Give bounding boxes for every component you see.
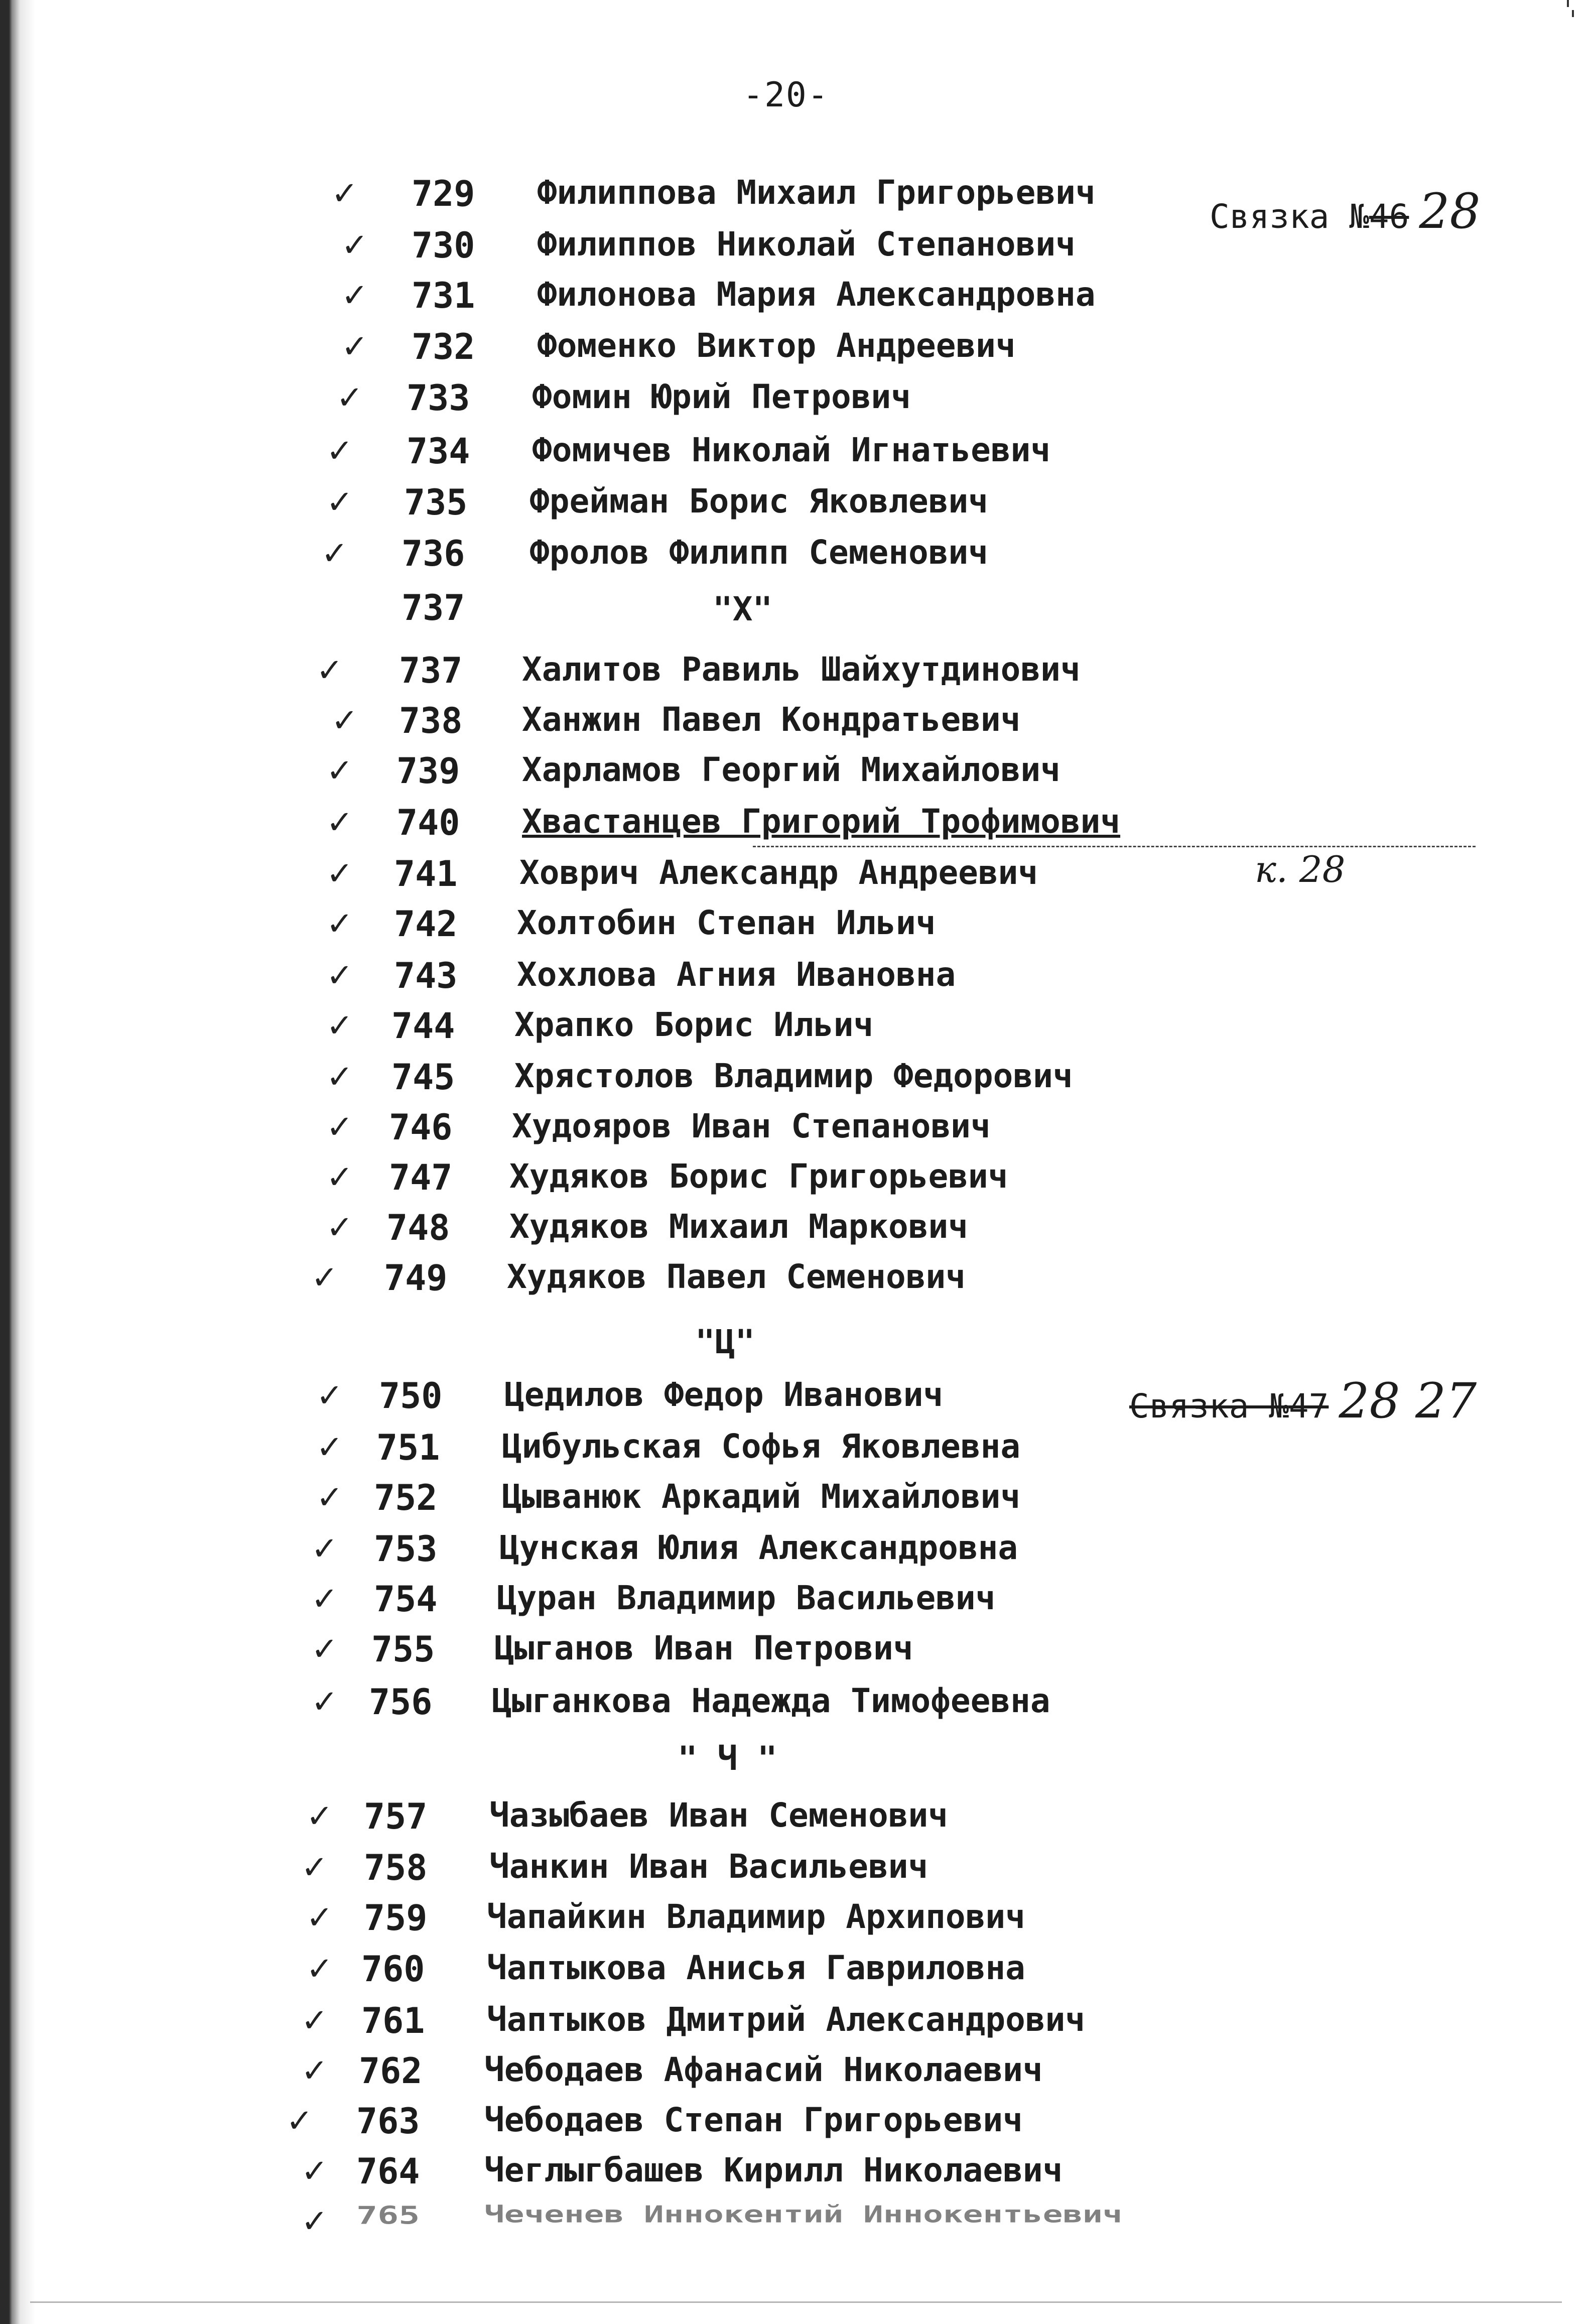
entry-name: Чаптыкова Анисья Гавриловна [487, 1949, 1025, 1987]
checkmark-icon: ✓ [341, 227, 368, 264]
entry-number: 744 [391, 1005, 455, 1047]
checkmark-icon: ✓ [316, 1479, 343, 1516]
entry-number: 745 [391, 1057, 455, 1098]
entry-number: 731 [412, 275, 475, 316]
checkmark-icon: ✓ [326, 484, 353, 521]
entry-name: Чебодаев Афанасий Николаевич [484, 2050, 1043, 2089]
checkmark-icon: ✓ [326, 1209, 353, 1246]
dashed-divider [753, 846, 1476, 849]
checkmark-icon: ✓ [326, 752, 353, 790]
entry-number: 754 [374, 1579, 438, 1620]
checkmark-icon: ✓ [336, 379, 363, 417]
checkmark-icon: ✓ [306, 1899, 333, 1936]
checkmark-icon: ✓ [326, 957, 353, 994]
checkmark-icon: ✓ [316, 1429, 343, 1466]
entry-name: Худяков Михаил Маркович [509, 1207, 968, 1246]
checkmark-icon: ✓ [326, 433, 353, 470]
checkmark-icon: ✓ [316, 1377, 343, 1414]
checkmark-icon: ✓ [286, 2103, 313, 2140]
entry-number: 732 [412, 326, 475, 367]
entry-number: 750 [379, 1375, 443, 1416]
scan-left-edge [0, 0, 35, 2324]
entry-number: 743 [394, 955, 458, 996]
checkmark-icon: ✓ [316, 652, 343, 689]
checkmark-icon: ✓ [341, 277, 368, 314]
entry-number: 765 [356, 2201, 420, 2230]
entry-number: 734 [407, 431, 470, 472]
checkmark-icon: ✓ [311, 1684, 338, 1721]
entry-name: Худояров Иван Степанович [512, 1107, 991, 1145]
checkmark-icon: ✓ [326, 804, 353, 841]
checkmark-icon: ✓ [331, 702, 358, 739]
checkmark-icon: ✓ [301, 1849, 328, 1886]
entry-name: Халитов Равиль Шайхутдинович [522, 650, 1081, 689]
entry-name: Цедилов Федор Иванович [504, 1375, 944, 1414]
entry-name: Холтобин Степан Ильич [517, 903, 936, 942]
bundle-label: Связка № [1129, 1387, 1289, 1426]
entry-number: 752 [374, 1477, 438, 1518]
checkmark-icon: ✓ [326, 906, 353, 943]
entry-name: Ханжин Павел Кондратьевич [522, 700, 1021, 739]
bundle-note-47 [1129, 1373, 1477, 1429]
entry-name: Чанкин Иван Васильевич [489, 1847, 928, 1886]
scan-bottom-edge [30, 2301, 1562, 2303]
bundle-label: Связка № [1210, 197, 1369, 236]
bundle-number-handwritten: 28 27 [1339, 1373, 1477, 1429]
entry-name: Фомин Юрий Петрович [532, 377, 911, 416]
entry-number: 762 [359, 2050, 423, 2092]
entry-name: Цыганкова Надежда Тимофеевна [492, 1682, 1050, 1720]
checkmark-icon: ✓ [326, 1007, 353, 1045]
entry-name: Цунская Юлия Александровна [499, 1528, 1018, 1567]
bundle-number-handwritten: 28 [1419, 183, 1481, 239]
entry-number: 729 [412, 173, 475, 214]
entry-name: Филонова Мария Александровна [537, 275, 1096, 314]
checkmark-icon: ✓ [326, 855, 353, 892]
entry-number: 748 [386, 1207, 450, 1248]
entry-number: 761 [361, 2000, 425, 2041]
entry-number: 758 [364, 1847, 428, 1888]
scan-right-marks [1567, 0, 1577, 30]
entry-name: Чапайкин Владимир Архипович [487, 1897, 1025, 1936]
checkmark-icon: ✓ [311, 1259, 338, 1297]
bundle-number-struck: 46 [1369, 197, 1409, 236]
entry-number: 751 [376, 1427, 440, 1468]
entry-name: Харламов Георгий Михайлович [522, 750, 1060, 789]
entry-number: 741 [394, 853, 458, 894]
checkmark-icon: ✓ [301, 2203, 328, 2240]
entry-number: 740 [396, 802, 460, 843]
checkmark-icon: ✓ [311, 1581, 338, 1618]
entry-name: Фомичев Николай Игнатьевич [532, 431, 1051, 469]
entry-number: 760 [361, 1949, 425, 1990]
entry-name: Филиппов Николай Степанович [537, 225, 1076, 264]
entry-number: 730 [412, 225, 475, 266]
entry-number: 749 [384, 1257, 448, 1299]
entry-number: 742 [394, 903, 458, 945]
bundle-note-46 [1210, 183, 1481, 239]
checkmark-icon: ✓ [326, 1159, 353, 1196]
entry-number: 763 [356, 2101, 420, 2142]
entry-number: 736 [402, 533, 465, 574]
entry-name: Цыганов Иван Петрович [494, 1629, 913, 1667]
entry-number: 737 [399, 650, 463, 691]
checkmark-icon: ✓ [321, 535, 348, 572]
entry-name: Цибульская Софья Яковлевна [502, 1427, 1021, 1466]
entry-name: Хохлова Агния Ивановна [517, 955, 956, 994]
entry-name: Фролов Филипп Семенович [529, 533, 988, 572]
entry-name: Храпко Борис Ильич [514, 1005, 874, 1044]
checkmark-icon: ✓ [301, 2052, 328, 2090]
entry-name: Чаптыков Дмитрий Александрович [487, 2000, 1086, 2039]
section-heading-ts: "Ц" [695, 1323, 755, 1361]
entry-name: Чебодаев Степан Григорьевич [484, 2101, 1023, 2139]
entry-name: Фоменко Виктор Андреевич [537, 326, 1016, 365]
checkmark-icon: ✓ [301, 2153, 328, 2190]
section-heading-kh: "Х" [713, 590, 773, 628]
entry-name: Худяков Павел Семенович [507, 1257, 966, 1296]
entry-number: 735 [404, 482, 468, 523]
entry-number: 739 [396, 750, 460, 792]
entry-number: 747 [389, 1157, 453, 1198]
entry-number: 733 [407, 377, 470, 419]
page-number: -20- [743, 75, 829, 115]
entry-name: Чеглыгбашев Кирилл Николаевич [484, 2151, 1063, 2189]
section-heading-ch: " Ч " [678, 1739, 777, 1778]
entry-number: 759 [364, 1897, 428, 1939]
entry-number: 756 [369, 1682, 433, 1723]
entry-number: 738 [399, 700, 463, 741]
entry-name: Чазыбаев Иван Семенович [489, 1796, 948, 1835]
checkmark-icon: ✓ [306, 1951, 333, 1988]
checkmark-icon: ✓ [311, 1631, 338, 1668]
checkmark-icon: ✓ [326, 1109, 353, 1146]
entry-name: Худяков Борис Григорьевич [509, 1157, 1008, 1196]
checkmark-icon: ✓ [341, 328, 368, 365]
entry-name: Филиппова Михаил Григорьевич [537, 173, 1096, 212]
entry-number: 757 [364, 1796, 428, 1837]
entry-name: Чеченев Иннокентий Иннокентьевич [484, 2201, 1123, 2228]
entry-name: Хрястолов Владимир Федорович [514, 1057, 1073, 1095]
bundle-number-struck: 47 [1288, 1387, 1329, 1426]
checkmark-icon: ✓ [331, 175, 358, 212]
entry-name: Цуран Владимир Васильевич [497, 1579, 996, 1617]
checkmark-icon: ✓ [301, 2002, 328, 2039]
entry-name: Цыванюк Аркадий Михайлович [502, 1477, 1021, 1516]
entry-number: 764 [356, 2151, 420, 2192]
checkmark-icon: ✓ [306, 1798, 333, 1835]
entry-number: 737 [402, 587, 465, 628]
entry-name: Фрейман Борис Яковлевич [529, 482, 988, 521]
checkmark-icon: ✓ [326, 1059, 353, 1096]
handwritten-note-k28: к. 28 [1255, 848, 1346, 890]
entry-number: 755 [371, 1629, 435, 1670]
entry-name: Хвастанцев Григорий Трофимович [522, 802, 1121, 841]
entry-number: 746 [389, 1107, 453, 1148]
entry-name: Ховрич Александр Андреевич [519, 853, 1038, 892]
entry-number: 753 [374, 1528, 438, 1570]
checkmark-icon: ✓ [311, 1530, 338, 1568]
